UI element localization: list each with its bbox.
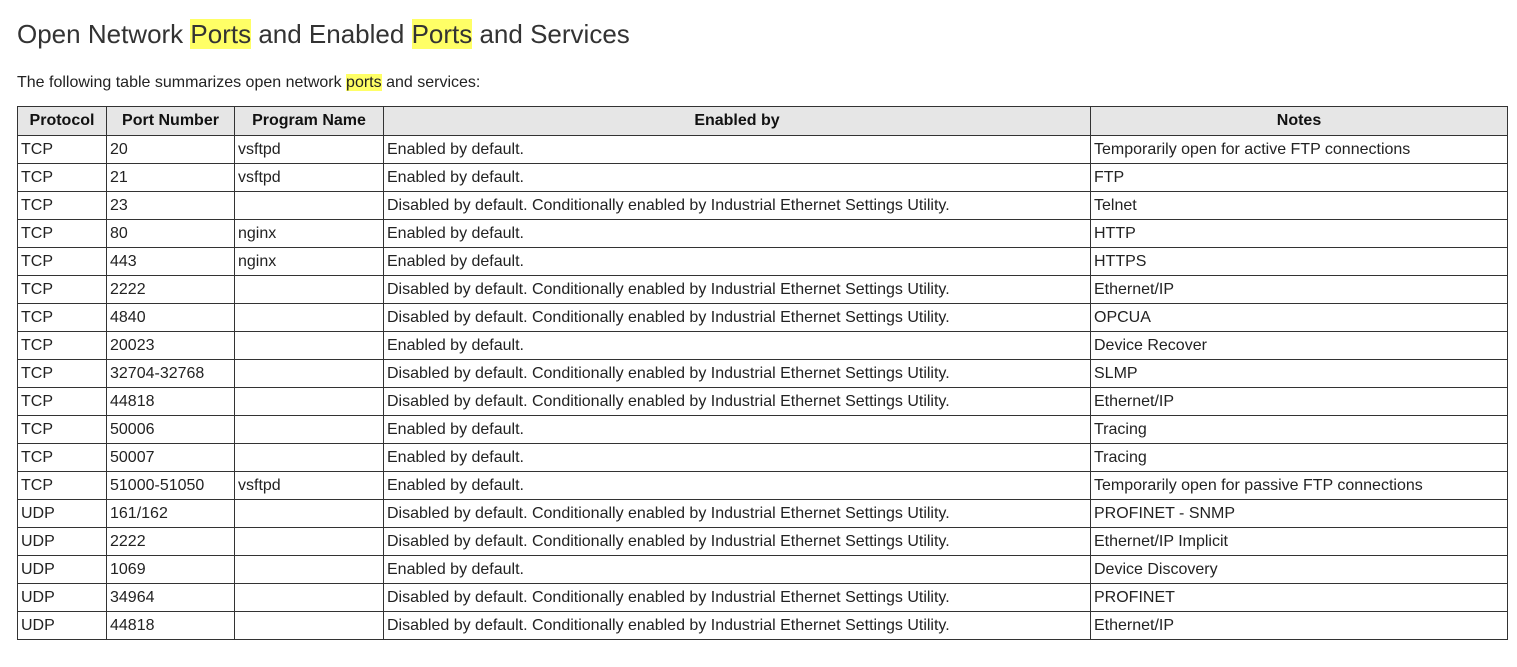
intro-highlight: ports bbox=[346, 74, 382, 91]
protocol-cell: TCP bbox=[18, 276, 107, 304]
notes-cell: Ethernet/IP bbox=[1091, 388, 1508, 416]
header-notes: Notes bbox=[1091, 107, 1508, 136]
enabled-by-cell: Disabled by default. Conditionally enabled by Industrial Ethernet Settings Utility. bbox=[384, 192, 1091, 220]
enabled-by-cell: Enabled by default. bbox=[384, 416, 1091, 444]
notes-cell: Device Recover bbox=[1091, 332, 1508, 360]
port-number-cell: 20 bbox=[107, 136, 235, 164]
title-text-1: Open Network bbox=[17, 19, 191, 49]
notes-cell: Temporarily open for active FTP connections bbox=[1091, 136, 1508, 164]
protocol-cell: TCP bbox=[18, 388, 107, 416]
table-row bbox=[18, 192, 1508, 220]
port-number-cell: 2222 bbox=[107, 276, 235, 304]
notes-cell: Ethernet/IP bbox=[1091, 276, 1508, 304]
notes-cell: Ethernet/IP Implicit bbox=[1091, 528, 1508, 556]
ports-table bbox=[17, 106, 1508, 640]
program-name-cell: vsftpd bbox=[235, 136, 384, 164]
title-highlight-1: Ports bbox=[190, 19, 252, 49]
program-name-cell bbox=[235, 612, 384, 640]
notes-cell: Telnet bbox=[1091, 192, 1508, 220]
protocol-cell: TCP bbox=[18, 192, 107, 220]
program-name-cell bbox=[235, 584, 384, 612]
protocol-cell: TCP bbox=[18, 444, 107, 472]
port-number-cell: 21 bbox=[107, 164, 235, 192]
table-row bbox=[18, 360, 1508, 388]
program-name-cell bbox=[235, 388, 384, 416]
notes-cell: Device Discovery bbox=[1091, 556, 1508, 584]
notes-cell: Ethernet/IP bbox=[1091, 612, 1508, 640]
program-name-cell bbox=[235, 500, 384, 528]
enabled-by-cell: Disabled by default. Conditionally enabled by Industrial Ethernet Settings Utility. bbox=[384, 528, 1091, 556]
table-row bbox=[18, 416, 1508, 444]
program-name-cell bbox=[235, 332, 384, 360]
port-number-cell: 20023 bbox=[107, 332, 235, 360]
enabled-by-cell: Disabled by default. Conditionally enabled by Industrial Ethernet Settings Utility. bbox=[384, 388, 1091, 416]
program-name-cell bbox=[235, 528, 384, 556]
port-number-cell: 2222 bbox=[107, 528, 235, 556]
protocol-cell: UDP bbox=[18, 584, 107, 612]
enabled-by-cell: Disabled by default. Conditionally enabled by Industrial Ethernet Settings Utility. bbox=[384, 500, 1091, 528]
table-row bbox=[18, 136, 1508, 164]
intro-text-before: The following table summarizes open network bbox=[17, 74, 347, 91]
enabled-by-cell: Disabled by default. Conditionally enabled by Industrial Ethernet Settings Utility. bbox=[384, 584, 1091, 612]
port-number-cell: 32704-32768 bbox=[107, 360, 235, 388]
protocol-cell: UDP bbox=[18, 556, 107, 584]
page-title bbox=[17, 17, 630, 51]
enabled-by-cell: Enabled by default. bbox=[384, 472, 1091, 500]
program-name-cell bbox=[235, 416, 384, 444]
table-row bbox=[18, 388, 1508, 416]
enabled-by-cell: Enabled by default. bbox=[384, 556, 1091, 584]
program-name-cell bbox=[235, 444, 384, 472]
table-row bbox=[18, 164, 1508, 192]
protocol-cell: TCP bbox=[18, 332, 107, 360]
ports-table-header bbox=[18, 107, 1508, 136]
header-port-number: Port Number bbox=[107, 107, 235, 136]
notes-cell: Tracing bbox=[1091, 416, 1508, 444]
enabled-by-cell: Disabled by default. Conditionally enabled by Industrial Ethernet Settings Utility. bbox=[384, 276, 1091, 304]
protocol-cell: TCP bbox=[18, 304, 107, 332]
header-program-name: Program Name bbox=[235, 107, 384, 136]
title-highlight-2: Ports bbox=[411, 19, 473, 49]
notes-cell: PROFINET bbox=[1091, 584, 1508, 612]
protocol-cell: TCP bbox=[18, 136, 107, 164]
enabled-by-cell: Disabled by default. Conditionally enabled by Industrial Ethernet Settings Utility. bbox=[384, 360, 1091, 388]
port-number-cell: 34964 bbox=[107, 584, 235, 612]
header-enabled-by: Enabled by bbox=[384, 107, 1091, 136]
program-name-cell bbox=[235, 360, 384, 388]
enabled-by-cell: Enabled by default. bbox=[384, 332, 1091, 360]
protocol-cell: UDP bbox=[18, 500, 107, 528]
header-row bbox=[18, 107, 1508, 136]
table-row bbox=[18, 612, 1508, 640]
enabled-by-cell: Disabled by default. Conditionally enabled by Industrial Ethernet Settings Utility. bbox=[384, 304, 1091, 332]
table-row bbox=[18, 220, 1508, 248]
enabled-by-cell: Enabled by default. bbox=[384, 164, 1091, 192]
protocol-cell: TCP bbox=[18, 472, 107, 500]
intro-text-after: and services: bbox=[381, 74, 481, 91]
program-name-cell bbox=[235, 276, 384, 304]
table-row bbox=[18, 472, 1508, 500]
program-name-cell: vsftpd bbox=[235, 472, 384, 500]
port-number-cell: 44818 bbox=[107, 388, 235, 416]
table-row bbox=[18, 584, 1508, 612]
enabled-by-cell: Enabled by default. bbox=[384, 248, 1091, 276]
port-number-cell: 161/162 bbox=[107, 500, 235, 528]
port-number-cell: 44818 bbox=[107, 612, 235, 640]
protocol-cell: TCP bbox=[18, 416, 107, 444]
port-number-cell: 51000-51050 bbox=[107, 472, 235, 500]
table-row bbox=[18, 304, 1508, 332]
table-row bbox=[18, 332, 1508, 360]
enabled-by-cell: Disabled by default. Conditionally enabled by Industrial Ethernet Settings Utility. bbox=[384, 612, 1091, 640]
program-name-cell: nginx bbox=[235, 220, 384, 248]
program-name-cell bbox=[235, 192, 384, 220]
program-name-cell bbox=[235, 556, 384, 584]
notes-cell: SLMP bbox=[1091, 360, 1508, 388]
table-row bbox=[18, 528, 1508, 556]
notes-cell: HTTPS bbox=[1091, 248, 1508, 276]
enabled-by-cell: Enabled by default. bbox=[384, 444, 1091, 472]
notes-cell: HTTP bbox=[1091, 220, 1508, 248]
notes-cell: FTP bbox=[1091, 164, 1508, 192]
protocol-cell: TCP bbox=[18, 220, 107, 248]
title-text-2: and Enabled bbox=[251, 19, 412, 49]
port-number-cell: 1069 bbox=[107, 556, 235, 584]
intro-paragraph bbox=[17, 73, 480, 93]
protocol-cell: TCP bbox=[18, 164, 107, 192]
port-number-cell: 80 bbox=[107, 220, 235, 248]
protocol-cell: UDP bbox=[18, 612, 107, 640]
table-row bbox=[18, 500, 1508, 528]
notes-cell: PROFINET - SNMP bbox=[1091, 500, 1508, 528]
table-row bbox=[18, 556, 1508, 584]
title-text-3: and Services bbox=[472, 19, 630, 49]
port-number-cell: 443 bbox=[107, 248, 235, 276]
notes-cell: Temporarily open for passive FTP connections bbox=[1091, 472, 1508, 500]
table-row bbox=[18, 248, 1508, 276]
table-row bbox=[18, 276, 1508, 304]
protocol-cell: TCP bbox=[18, 248, 107, 276]
protocol-cell: UDP bbox=[18, 528, 107, 556]
ports-table-body bbox=[18, 136, 1508, 640]
enabled-by-cell: Enabled by default. bbox=[384, 220, 1091, 248]
enabled-by-cell: Enabled by default. bbox=[384, 136, 1091, 164]
program-name-cell: vsftpd bbox=[235, 164, 384, 192]
port-number-cell: 50007 bbox=[107, 444, 235, 472]
header-protocol: Protocol bbox=[18, 107, 107, 136]
port-number-cell: 23 bbox=[107, 192, 235, 220]
notes-cell: Tracing bbox=[1091, 444, 1508, 472]
notes-cell: OPCUA bbox=[1091, 304, 1508, 332]
port-number-cell: 50006 bbox=[107, 416, 235, 444]
table-row bbox=[18, 444, 1508, 472]
program-name-cell bbox=[235, 304, 384, 332]
port-number-cell: 4840 bbox=[107, 304, 235, 332]
protocol-cell: TCP bbox=[18, 360, 107, 388]
program-name-cell: nginx bbox=[235, 248, 384, 276]
